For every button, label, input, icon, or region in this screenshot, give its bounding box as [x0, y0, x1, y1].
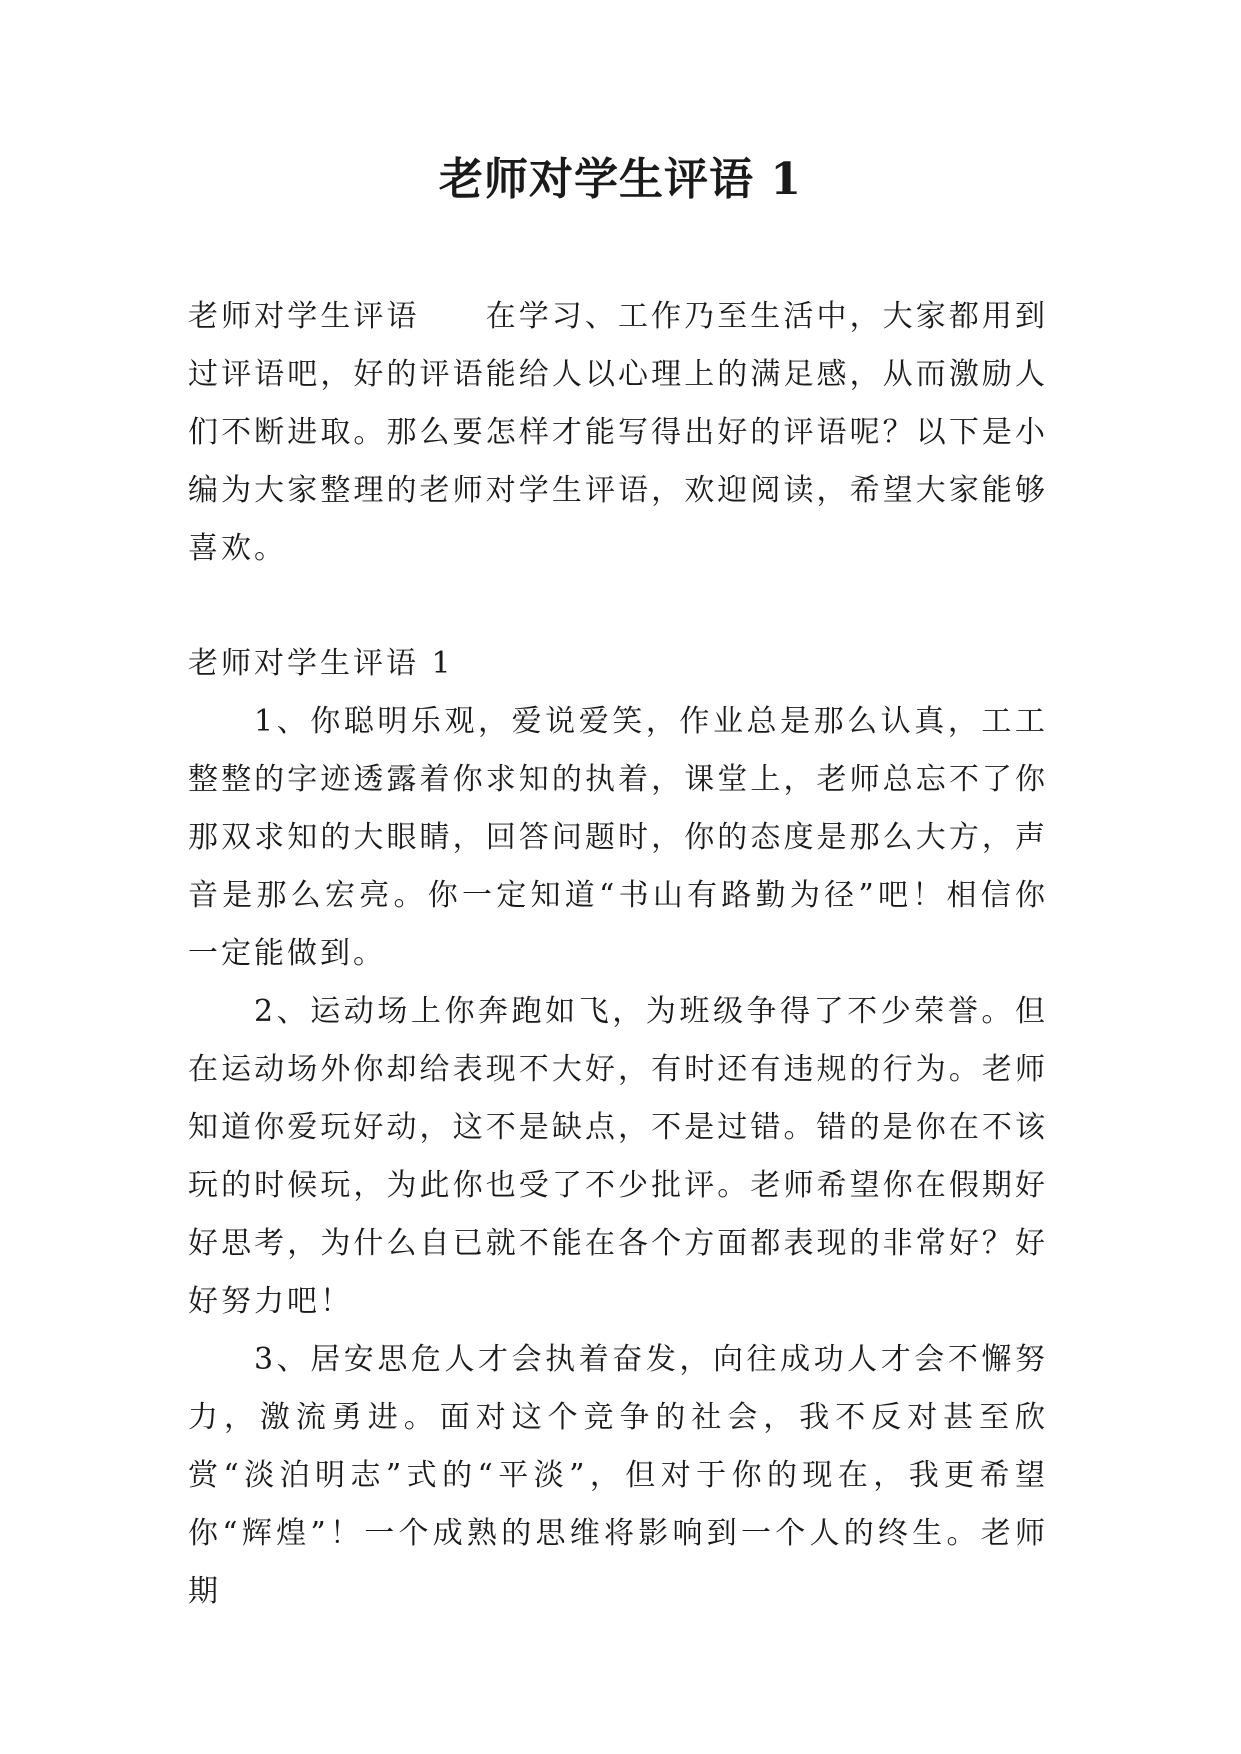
intro-text: 在学习、工作乃至生活中，大家都用到过评语吧，好的评语能给人以心理上的满足感，从而激励人们不断进取。那么要怎样才能写得出好的评语呢？以下是小编为大家整理的老师对学生评语，欢迎阅读，希望大家能够喜欢。: [188, 299, 1049, 566]
section-heading: 老师对学生评语 1: [188, 646, 454, 681]
intro-heading: 老师对学生评语: [188, 299, 420, 334]
comment-item-1: 1、你聪明乐观，爱说爱笑，作业总是那么认真，工工整整的字迹透露着你求知的执着，课堂上，老师总忘不了你那双求知的大眼睛，回答问题时，你的态度是那么大方，声音是那么宏亮。你一定知道“书山有路勤为径”吧！相信你一定能做到。: [188, 704, 1048, 971]
intro-paragraph: [188, 288, 1048, 578]
document-title: 老师对学生评语 1: [439, 154, 802, 205]
comment-item-3: 3、居安思危人才会执着奋发，向往成功人才会不懈努力，激流勇进。面对这个竞争的社会，我不反对甚至欣赏“淡泊明志”式的“平淡”，但对于你的现在，我更希望你“辉煌”！一个成熟的思维将影响到一个人的终生。老师期: [188, 1342, 1048, 1609]
comment-list: [188, 693, 1048, 1621]
comment-item-2: 2、运动场上你奔跑如飞，为班级争得了不少荣誉。但在运动场外你却给表现不大好，有时还有违规的行为。老师知道你爱玩好动，这不是缺点，不是过错。错的是你在不该玩的时候玩，为此你也受了不少批评。老师希望你在假期好好思考，为什么自已就不能在各个方面都表现的非常好？好好努力吧！: [188, 994, 1048, 1319]
